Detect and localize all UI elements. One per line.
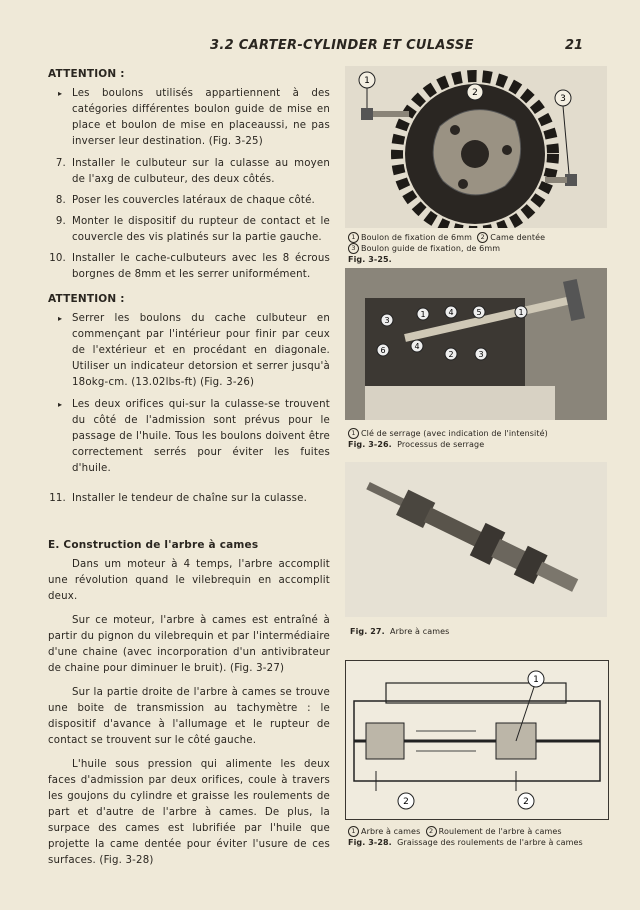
- caption-text: Came dentée: [490, 233, 546, 242]
- figure-label: Fig. 3-25.: [348, 255, 392, 264]
- callout-1-label: 1: [364, 76, 370, 86]
- bolt-left: [361, 108, 373, 120]
- item-text: Monter le dispositif du rupteur de contact et le couvercle des vis platinés sur la partie gauche.: [72, 216, 330, 243]
- callout-1-label: 1: [518, 308, 524, 317]
- callout-4-label: 4: [448, 308, 454, 317]
- attention-heading: ATTENTION :: [48, 68, 125, 80]
- section-title: E. Construction de l'arbre à cames: [48, 539, 259, 551]
- bullet-text: Serrer les boulons du cache culbuteur en commençant par l'intérieur pour finir par ceux de l'extérieur et en procédant en diagonale. Utiliser un indicateur detorsion et serrer jusqu'à 18okg-cm. (13.02lbs-ft) (Fig. 3-26): [72, 313, 330, 388]
- paragraph: Sur la partie droite de l'arbre à cames se trouve une boite de transmission au tachymètre : le dispositif d'avance à l'allumage et le rupteur de contact se trouvent sur le côté gauche.: [48, 687, 330, 746]
- caption-callout: 3: [348, 243, 359, 254]
- callout-2-label: 2: [523, 797, 529, 807]
- callout-1-label: 1: [533, 675, 539, 685]
- item-number: 9.: [55, 216, 66, 227]
- callout-3-label: 3: [478, 350, 484, 359]
- bearing-left: [366, 723, 404, 759]
- caption-text: Boulon de fixation de 6mm: [361, 233, 472, 242]
- figure-title: Arbre à cames: [390, 627, 450, 636]
- numbered-item: [48, 193, 330, 209]
- figure-3-28-caption: [348, 826, 610, 848]
- figure-label: Fig. 3-28.: [348, 838, 392, 847]
- item-text: Installer le cache-culbuteurs avec les 8 écrous borgnes de 8mm et les serrer uniformément.: [72, 253, 330, 280]
- caption-callout: 1: [348, 232, 359, 243]
- item-text: Poser les couvercles latéraux de chaque côté.: [72, 195, 315, 206]
- figure-3-28-diagram: [345, 660, 609, 820]
- callout-2-label: 2: [403, 797, 409, 807]
- item-number: 7.: [55, 158, 66, 169]
- center-hole: [461, 140, 489, 168]
- figure-3-26-caption: [348, 428, 610, 450]
- left-column: [48, 66, 330, 877]
- callout-3-label: 3: [560, 94, 566, 104]
- sprocket-drawing: [345, 66, 607, 228]
- callout-6-label: 6: [380, 346, 386, 355]
- caption-text: Arbre à cames: [361, 827, 421, 836]
- figure-27-photo: [345, 462, 607, 617]
- figure-3-25-image: [345, 66, 607, 228]
- triangle-bullet-icon: ▸: [58, 400, 63, 409]
- item-number: 11.: [49, 493, 66, 504]
- item-number: 8.: [55, 195, 66, 206]
- numbered-item: [48, 156, 330, 188]
- camshaft: [360, 469, 583, 602]
- caption-callout: 2: [477, 232, 488, 243]
- callout-2-label: 2: [472, 88, 478, 98]
- lubrication-diagram: [346, 661, 608, 819]
- callout-2-label: 2: [448, 350, 454, 359]
- item-text: Installer le tendeur de chaîne sur la culasse.: [72, 493, 308, 504]
- triangle-bullet-icon: ▸: [58, 314, 63, 323]
- numbered-item: [48, 491, 330, 507]
- callout-4-label: 4: [414, 342, 420, 351]
- figure-label: Fig. 3-26.: [348, 440, 392, 449]
- item-text: Installer le culbuteur sur la culasse au moyen de l'axg de culbuteur, des deux côtés.: [72, 158, 330, 185]
- caption-callout: 2: [426, 826, 437, 837]
- tightening-photo-drawing: [345, 268, 607, 420]
- caption-callout: 1: [348, 428, 359, 439]
- paragraph: Sur ce moteur, l'arbre à cames est entraîné à partir du pignon du vilebrequin et par l'intermédiaire d'une chaine (avec incorporation d'un antivibrateur de chaine pour diminuer le bruit). (Fig. 3-27): [48, 615, 330, 674]
- figure-title: Graissage des roulements de l'arbre à cames: [397, 838, 583, 847]
- bullet-item: [48, 311, 330, 391]
- figure-27-caption: [350, 626, 612, 637]
- bullet-item: [48, 86, 330, 150]
- hand: [365, 386, 555, 420]
- numbered-item: [48, 251, 330, 283]
- caption-text: Roulement de l'arbre à cames: [438, 827, 562, 836]
- attention-heading: ATTENTION :: [48, 293, 125, 305]
- triangle-bullet-icon: ▸: [58, 89, 63, 98]
- caption-callout: 1: [348, 826, 359, 837]
- figure-3-26-photo: [345, 268, 607, 420]
- page-header-title: 3.2 CARTER-CYLINDER ET CULASSE: [210, 38, 474, 53]
- callout-1-label: 1: [420, 310, 426, 319]
- caption-text: Clé de serrage (avec indication de l'intensité): [361, 429, 548, 438]
- bullet-item: [48, 397, 330, 477]
- figure-label: Fig. 27.: [350, 627, 385, 636]
- caption-text: Boulon guide de fixation, de 6mm: [361, 244, 501, 253]
- camshaft-drawing: [345, 462, 607, 617]
- numbered-item: [48, 214, 330, 246]
- item-number: 10.: [49, 253, 66, 264]
- figure-3-25-caption: [348, 232, 610, 265]
- paragraph: Dans um moteur à 4 temps, l'arbre accomplit une révolution quand le vilebrequin en accomplit deux.: [48, 559, 330, 602]
- figure-title: Processus de serrage: [397, 440, 485, 449]
- bullet-text: Les deux orifices qui-sur la culasse-se trouvent du côté de l'admission sont prévus pour le passage de l'huile. Tous les boulons doivent être correctement serrés pour éviter les fuites d'huile.: [72, 399, 330, 474]
- callout-5-label: 5: [476, 308, 482, 317]
- bullet-text: Les boulons utilisés appartiennent à des catégories différentes boulon guide de mise en place et boulon de mise en placeaussi, ne pas inverser leur destination. (Fig. 3-25): [72, 88, 330, 147]
- paragraph: L'huile sous pression qui alimente les deux faces d'admission par deux orifices, coule à travers les goujons du cylindre et graisse les roulements de part et d'autre de l'arbre à cames. De plus, la surpace des cames est lubrifiée par l'huile que projette la came dentée pour éviter l'usure de ces surfaces. (Fig. 3-28): [48, 759, 330, 866]
- callout-3-label: 3: [384, 316, 390, 325]
- page-number: 21: [565, 38, 584, 53]
